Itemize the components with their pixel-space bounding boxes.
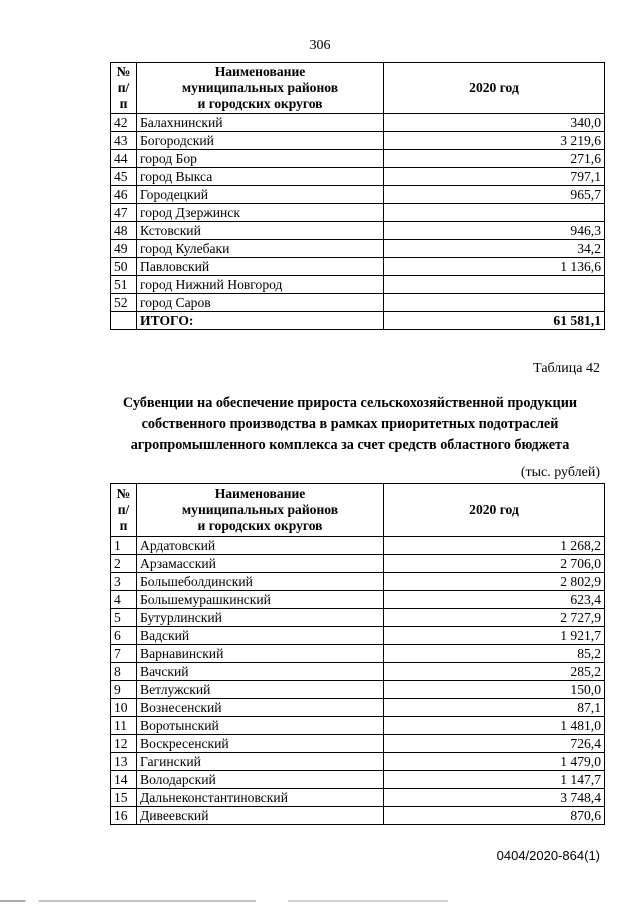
row-value: 340,0 — [384, 114, 605, 132]
row-name: Гагинский — [137, 753, 384, 771]
row-value: 623,4 — [384, 591, 605, 609]
column-header-year: 2020 год — [384, 484, 605, 537]
row-name: Ардатовский — [137, 537, 384, 555]
row-number: 16 — [111, 807, 137, 825]
row-number: 51 — [111, 276, 137, 294]
row-value: 2 727,9 — [384, 609, 605, 627]
row-number: 5 — [111, 609, 137, 627]
column-header-number: № п/п — [111, 63, 137, 114]
row-value: 2 802,9 — [384, 573, 605, 591]
row-value: 285,2 — [384, 663, 605, 681]
row-value: 271,6 — [384, 150, 605, 168]
table-row — [111, 573, 605, 591]
row-name: Варнавинский — [137, 645, 384, 663]
row-number: 8 — [111, 663, 137, 681]
row-name: Вознесенский — [137, 699, 384, 717]
table-row — [111, 537, 605, 555]
table-row — [111, 168, 605, 186]
table-row — [111, 186, 605, 204]
row-value: 85,2 — [384, 645, 605, 663]
table-row — [111, 609, 605, 627]
row-name: Дивеевский — [137, 807, 384, 825]
column-header-year: 2020 год — [384, 63, 605, 114]
row-name: город Выкса — [137, 168, 384, 186]
row-number: 9 — [111, 681, 137, 699]
document-code: 0404/2020-864(1) — [496, 848, 600, 863]
row-number: 44 — [111, 150, 137, 168]
row-number: 2 — [111, 555, 137, 573]
table-header-row — [111, 484, 605, 537]
row-value: 870,6 — [384, 807, 605, 825]
row-number: 46 — [111, 186, 137, 204]
row-number: 15 — [111, 789, 137, 807]
table-row — [111, 807, 605, 825]
row-name: Павловский — [137, 258, 384, 276]
total-empty-cell — [111, 312, 137, 330]
total-row — [111, 312, 605, 330]
table-row — [111, 627, 605, 645]
table-row — [111, 240, 605, 258]
table-row — [111, 276, 605, 294]
row-value: 2 706,0 — [384, 555, 605, 573]
row-number: 49 — [111, 240, 137, 258]
table-row — [111, 681, 605, 699]
scan-artifact-line — [0, 900, 640, 902]
row-value: 965,7 — [384, 186, 605, 204]
table-row — [111, 789, 605, 807]
continued-table — [110, 62, 605, 330]
row-name: город Саров — [137, 294, 384, 312]
row-number: 48 — [111, 222, 137, 240]
row-number: 11 — [111, 717, 137, 735]
table-row — [111, 663, 605, 681]
row-name: Вадский — [137, 627, 384, 645]
row-name: Арзамасский — [137, 555, 384, 573]
table-row — [111, 222, 605, 240]
table-row — [111, 699, 605, 717]
row-name: Большемурашкинский — [137, 591, 384, 609]
row-value — [384, 276, 605, 294]
row-value — [384, 204, 605, 222]
row-name: Бутурлинский — [137, 609, 384, 627]
units-label: (тыс. рублей) — [520, 465, 600, 480]
row-value: 1 481,0 — [384, 717, 605, 735]
total-label: ИТОГО: — [137, 312, 384, 330]
column-header-number: № п/п — [111, 484, 137, 537]
row-value: 150,0 — [384, 681, 605, 699]
row-name: Володарский — [137, 771, 384, 789]
row-value — [384, 294, 605, 312]
row-number: 43 — [111, 132, 137, 150]
row-value: 34,2 — [384, 240, 605, 258]
row-name: Дальнеконстантиновский — [137, 789, 384, 807]
row-value: 1 147,7 — [384, 771, 605, 789]
table-caption: Таблица 42 — [533, 361, 600, 376]
row-name: Вачский — [137, 663, 384, 681]
row-name: город Нижний Новгород — [137, 276, 384, 294]
total-value: 61 581,1 — [384, 312, 605, 330]
row-number: 14 — [111, 771, 137, 789]
table-row — [111, 555, 605, 573]
row-number: 47 — [111, 204, 137, 222]
row-name: Балахнинский — [137, 114, 384, 132]
row-number: 45 — [111, 168, 137, 186]
row-value: 1 268,2 — [384, 537, 605, 555]
row-value: 946,3 — [384, 222, 605, 240]
row-number: 52 — [111, 294, 137, 312]
row-value: 87,1 — [384, 699, 605, 717]
table-header-row — [111, 63, 605, 114]
column-header-name: Наименование муниципальных районов и городских округов — [137, 63, 384, 114]
row-name: Воскресенский — [137, 735, 384, 753]
row-value: 1 479,0 — [384, 753, 605, 771]
row-number: 10 — [111, 699, 137, 717]
column-header-name: Наименование муниципальных районов и городских округов — [137, 484, 384, 537]
row-number: 4 — [111, 591, 137, 609]
row-number: 50 — [111, 258, 137, 276]
row-number: 6 — [111, 627, 137, 645]
row-name: город Дзержинск — [137, 204, 384, 222]
row-name: Большеболдинский — [137, 573, 384, 591]
table-row — [111, 204, 605, 222]
table-row — [111, 771, 605, 789]
row-name: Кстовский — [137, 222, 384, 240]
row-number: 1 — [111, 537, 137, 555]
table-row — [111, 591, 605, 609]
table-row — [111, 132, 605, 150]
table-row — [111, 258, 605, 276]
row-value: 1 921,7 — [384, 627, 605, 645]
row-number: 13 — [111, 753, 137, 771]
row-value: 3 748,4 — [384, 789, 605, 807]
table-row — [111, 717, 605, 735]
row-number: 7 — [111, 645, 137, 663]
table-row — [111, 294, 605, 312]
table-title: Субвенции на обеспечение прироста сельскохозяйственной продукции собственного производства в рамках приоритетных подотраслей агропромышленного комплекса за счет средств областного бюджета — [122, 395, 578, 453]
subsidy-table — [110, 483, 605, 825]
row-name: Городецкий — [137, 186, 384, 204]
table-row — [111, 753, 605, 771]
row-name: город Кулебаки — [137, 240, 384, 258]
row-number: 3 — [111, 573, 137, 591]
row-value: 3 219,6 — [384, 132, 605, 150]
page-number: 306 — [309, 38, 331, 53]
table-row — [111, 150, 605, 168]
row-name: город Бор — [137, 150, 384, 168]
table-row — [111, 735, 605, 753]
row-value: 1 136,6 — [384, 258, 605, 276]
row-name: Богородский — [137, 132, 384, 150]
row-number: 12 — [111, 735, 137, 753]
row-value: 726,4 — [384, 735, 605, 753]
row-value: 797,1 — [384, 168, 605, 186]
row-number: 42 — [111, 114, 137, 132]
row-name: Воротынский — [137, 717, 384, 735]
table-row — [111, 645, 605, 663]
table-row — [111, 114, 605, 132]
row-name: Ветлужский — [137, 681, 384, 699]
